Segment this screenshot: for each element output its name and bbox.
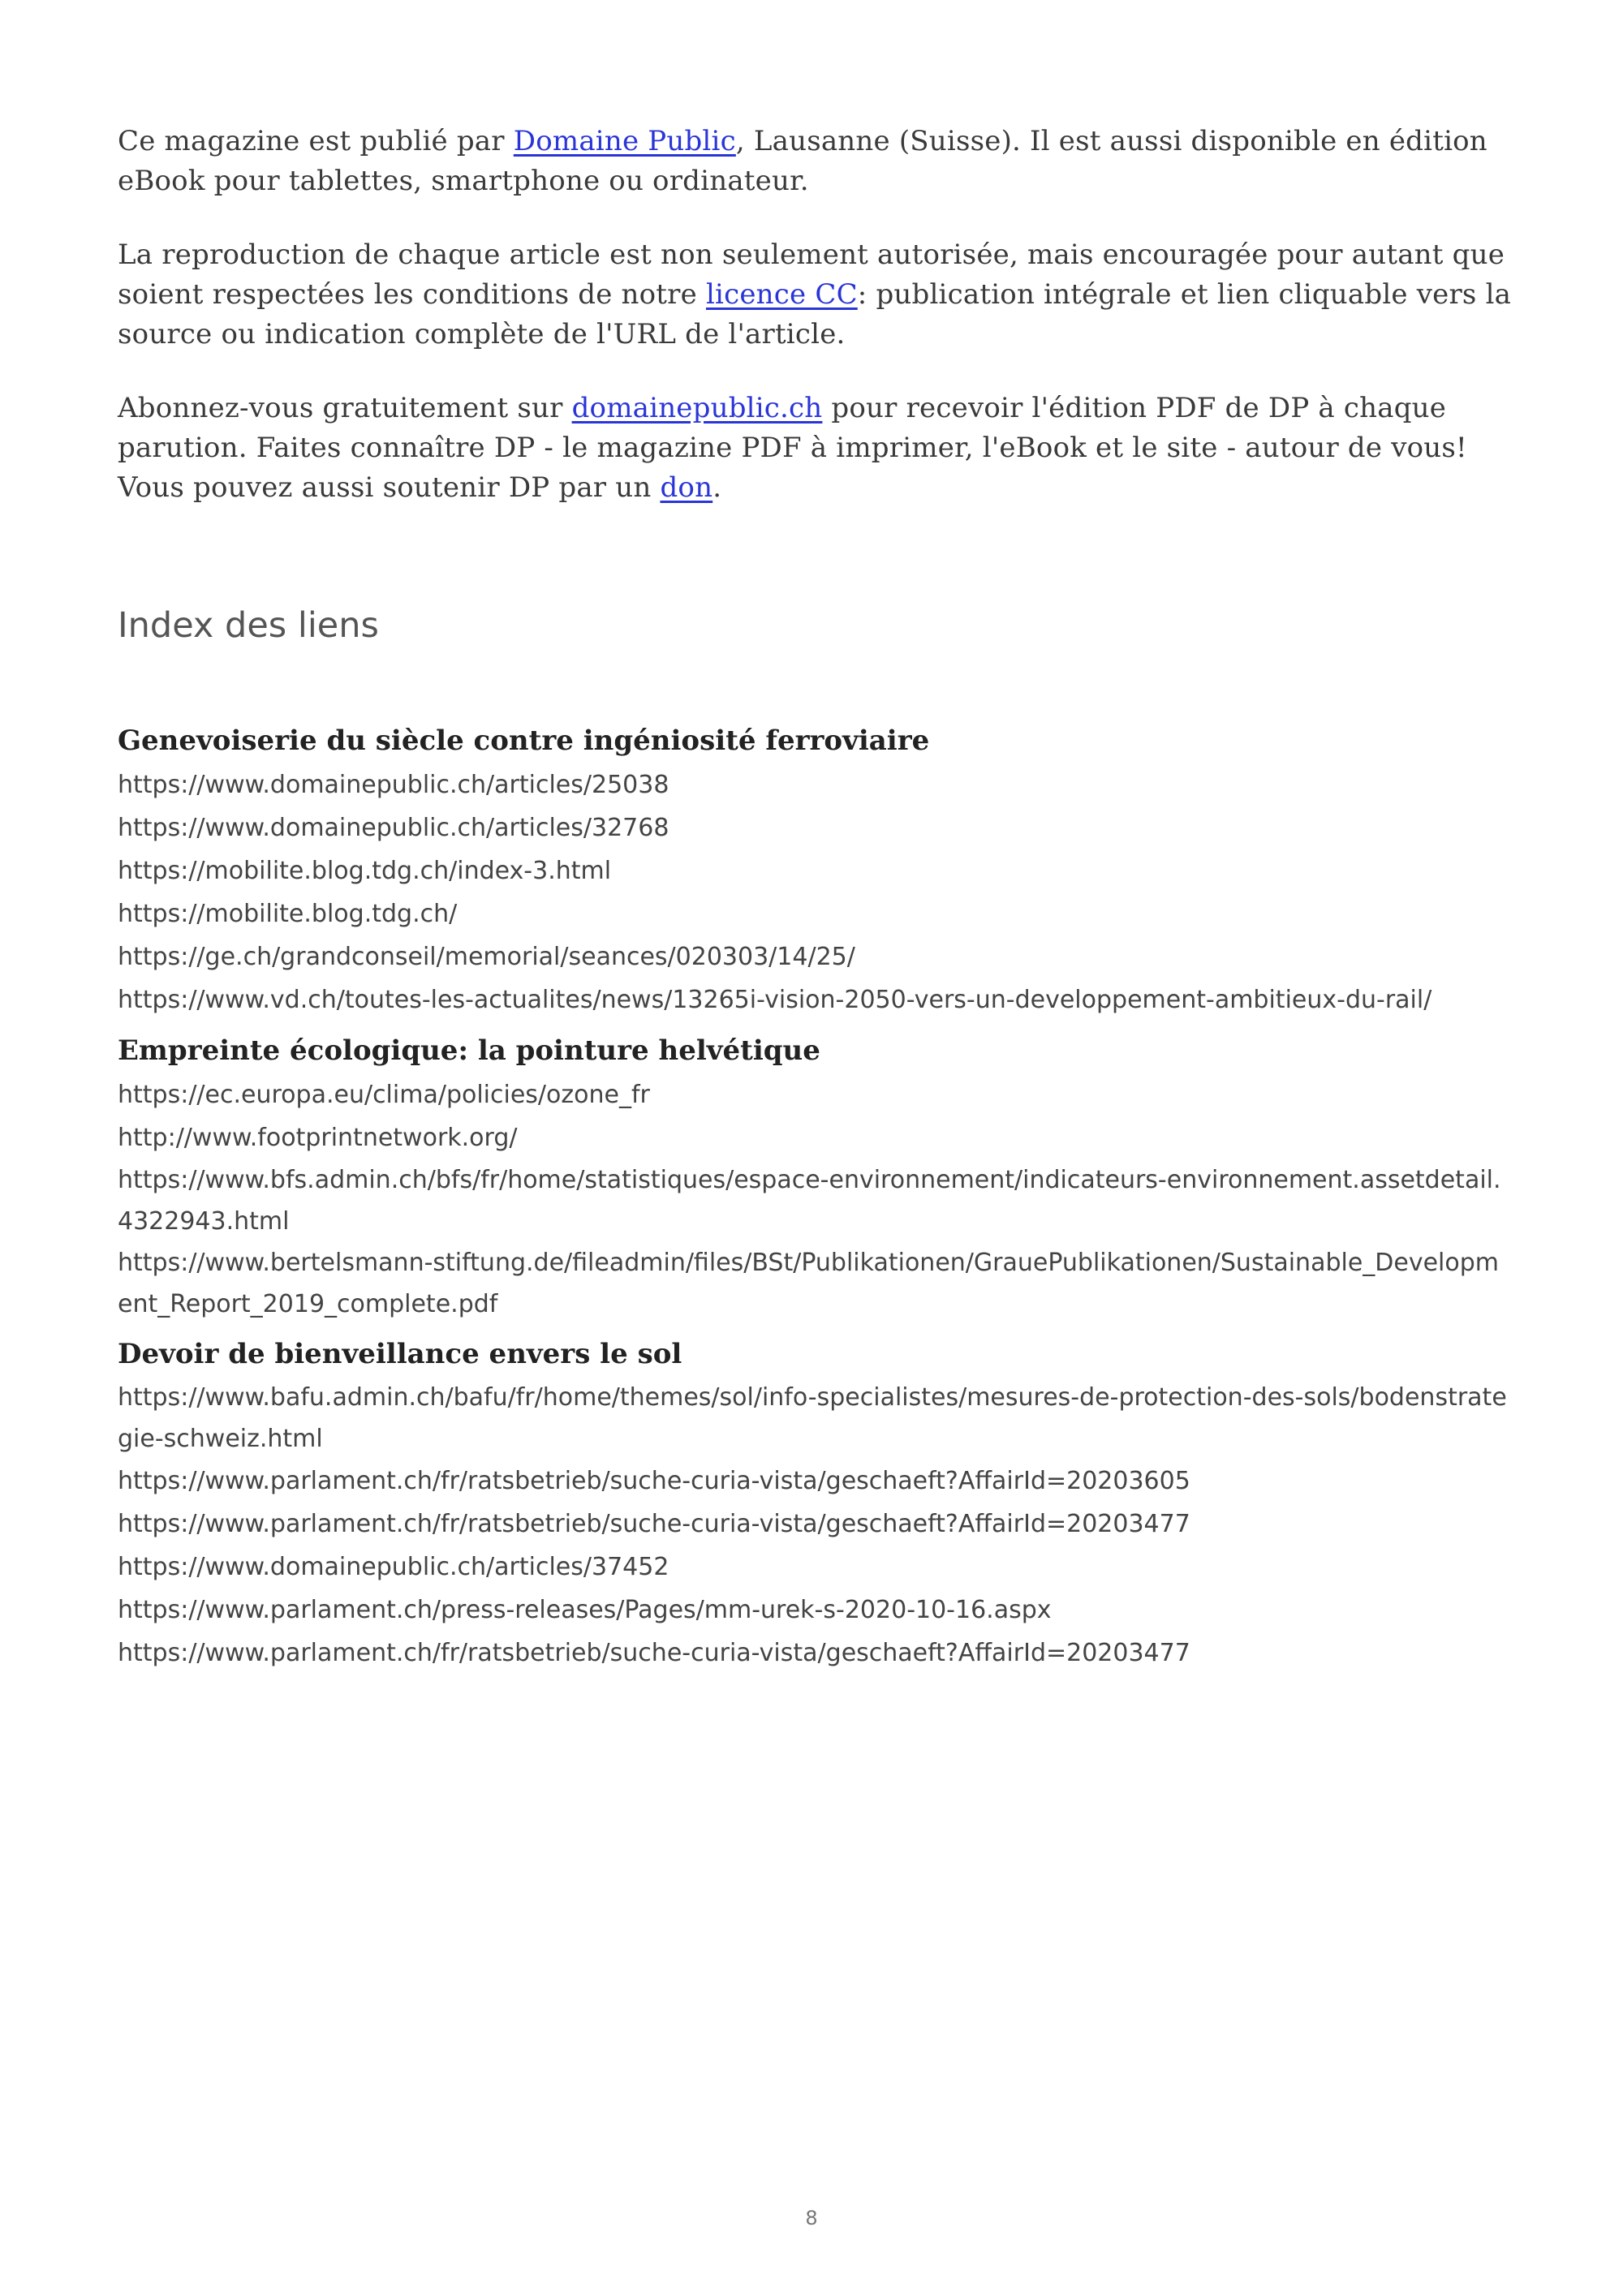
link-group	[118, 1338, 1513, 1675]
link-group-title: Genevoiserie du siècle contre ingéniosité ferroviaire	[118, 724, 930, 757]
url-item: https://www.parlament.ch/fr/ratsbetrieb/suche-curia-vista/geschaeft?AffairId=20203477	[118, 1510, 1190, 1538]
link-group	[118, 1034, 1513, 1325]
link-group-title: Empreinte écologique: la pointure helvétique	[118, 1034, 820, 1067]
url-item: https://www.bertelsmann-stiftung.de/fileadmin/files/BSt/Publikationen/GrauePublikationen/Sustainable_Development_Report_2019_complete.pdf	[118, 1249, 1500, 1318]
index-title: Index des liens	[118, 605, 379, 646]
link-list	[118, 1377, 1513, 1675]
page-number: 8	[805, 2207, 818, 2229]
url-item: https://www.domainepublic.ch/articles/32768	[118, 814, 669, 842]
url-item: https://www.parlament.ch/fr/ratsbetrieb/suche-curia-vista/geschaeft?AffairId=20203605	[118, 1467, 1190, 1495]
link-list	[118, 1073, 1513, 1325]
intro-paragraph-license	[118, 235, 1513, 355]
url-item: https://www.domainepublic.ch/articles/25038	[118, 771, 669, 799]
url-item: https://ec.europa.eu/clima/policies/ozone_fr	[118, 1081, 650, 1109]
link-group-title: Devoir de bienveillance envers le sol	[118, 1338, 682, 1370]
licence-cc-link[interactable]: licence CC	[705, 278, 858, 311]
text-span: : publication intégrale et lien cliquable vers la source ou indication complète de l'URL de l'article.	[118, 278, 1512, 350]
don-link[interactable]: don	[660, 471, 713, 504]
intro-paragraph-subscribe	[118, 389, 1513, 508]
url-item: https://www.bafu.admin.ch/bafu/fr/home/themes/sol/info-specialistes/mesures-de-protection-des-sols/bodenstrategie-schweiz.html	[118, 1383, 1507, 1453]
url-item: https://www.parlament.ch/fr/ratsbetrieb/suche-curia-vista/geschaeft?AffairId=20203477	[118, 1639, 1190, 1667]
url-item: https://www.vd.ch/toutes-les-actualites/news/13265i-vision-2050-vers-un-developpement-ambitieux-du-rail/	[118, 986, 1432, 1014]
link-group	[118, 724, 1513, 1021]
url-item: https://www.bfs.admin.ch/bfs/fr/home/statistiques/espace-environnement/indicateurs-environnement.assetdetail.4322943.html	[118, 1166, 1501, 1236]
url-item: https://www.parlament.ch/press-releases/Pages/mm-urek-s-2020-10-16.aspx	[118, 1596, 1052, 1624]
url-item: https://mobilite.blog.tdg.ch/	[118, 900, 458, 928]
document-page	[118, 122, 1513, 1675]
url-item: https://ge.ch/grandconseil/memorial/seances/020303/14/25/	[118, 943, 855, 971]
text-span: .	[712, 471, 722, 504]
url-item: https://www.domainepublic.ch/articles/37452	[118, 1553, 669, 1581]
domaine-public-link[interactable]: Domaine Public	[513, 125, 736, 157]
url-item: https://mobilite.blog.tdg.ch/index-3.html	[118, 857, 612, 885]
url-item: http://www.footprintnetwork.org/	[118, 1124, 518, 1152]
domainepublic-link[interactable]: domainepublic.ch	[571, 392, 823, 424]
text-span: Abonnez-vous gratuitement sur	[118, 392, 572, 424]
text-span: Ce magazine est publié par	[118, 125, 514, 157]
text-span: , Lausanne (Suisse). Il est aussi disponible en édition eBook pour tablettes, smartphone ou ordinateur.	[118, 125, 1487, 197]
intro-paragraph-publisher	[118, 122, 1513, 201]
text-span: La reproduction de chaque article est non seulement autorisée, mais encouragée pour autant que soient respectées les conditions de notre	[118, 239, 1505, 311]
link-list	[118, 763, 1513, 1021]
text-span: pour recevoir l'édition PDF de DP à chaque parution. Faites connaître DP - le magazine PDF à imprimer, l'eBook et le site - autour de vous! Vous pouvez aussi soutenir DP par un	[118, 392, 1467, 504]
